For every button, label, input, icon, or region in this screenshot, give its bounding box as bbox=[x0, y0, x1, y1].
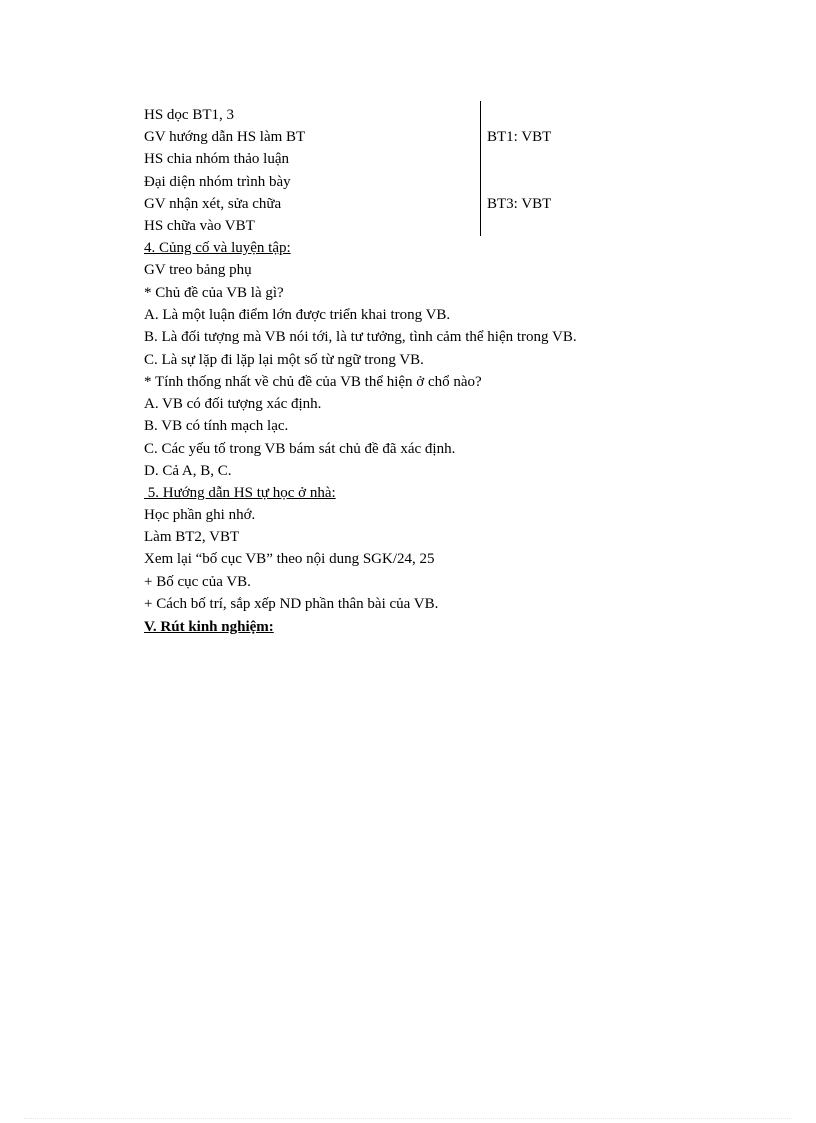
section4-heading: 4. Củng cố và luyện tập: bbox=[144, 240, 291, 256]
note-bt3: BT3: VBT bbox=[487, 196, 552, 212]
answer-option: C. Các yếu tố trong VB bám sát chủ đề đã xác định. bbox=[144, 441, 456, 457]
activity-row: HS dọc BT1, 3 bbox=[144, 107, 234, 123]
homework-line: Học phần ghi nhớ. bbox=[144, 507, 256, 523]
answer-option: A. Là một luận điểm lớn được triển khai trong VB. bbox=[144, 307, 451, 323]
answer-option: A. VB có đối tượng xác định. bbox=[144, 396, 322, 412]
activity-row: HS chữa vào VBT bbox=[144, 218, 255, 234]
question-2: * Tính thống nhất về chủ đề của VB thể hiện ở chổ nào? bbox=[144, 374, 482, 390]
page-bottom-rule bbox=[24, 1118, 792, 1119]
homework-line: Xem lại “bố cục VB” theo nội dung SGK/24, 25 bbox=[144, 551, 435, 567]
section-v-heading: V. Rút kinh nghiệm: bbox=[144, 619, 274, 635]
note-bt1: BT1: VBT bbox=[487, 129, 552, 145]
answer-option: B. Là đối tượng mà VB nói tới, là tư tưởng, tình cảm thể hiện trong VB. bbox=[144, 329, 577, 345]
answer-option: B. VB có tính mạch lạc. bbox=[144, 418, 289, 434]
activity-row: Đại diện nhóm trình bày bbox=[144, 174, 291, 190]
answer-option: D. Cả A, B, C. bbox=[144, 463, 232, 479]
homework-line: + Cách bố trí, sắp xếp ND phần thân bài của VB. bbox=[144, 596, 439, 612]
activity-row: GV nhận xét, sửa chữa bbox=[144, 196, 282, 212]
section4-line: GV treo bảng phụ bbox=[144, 262, 252, 278]
homework-line: Làm BT2, VBT bbox=[144, 529, 240, 545]
activity-row: HS chia nhóm thảo luận bbox=[144, 151, 289, 167]
section5-heading: 5. Hướng dẫn HS tự học ở nhà: bbox=[144, 485, 336, 501]
column-divider bbox=[480, 101, 481, 236]
question-1: * Chủ đề của VB là gì? bbox=[144, 285, 284, 301]
activity-row: GV hướng dẫn HS làm BT bbox=[144, 129, 306, 145]
answer-option: C. Là sự lặp đi lặp lại một số từ ngữ trong VB. bbox=[144, 352, 424, 368]
homework-line: + Bố cục của VB. bbox=[144, 574, 251, 590]
